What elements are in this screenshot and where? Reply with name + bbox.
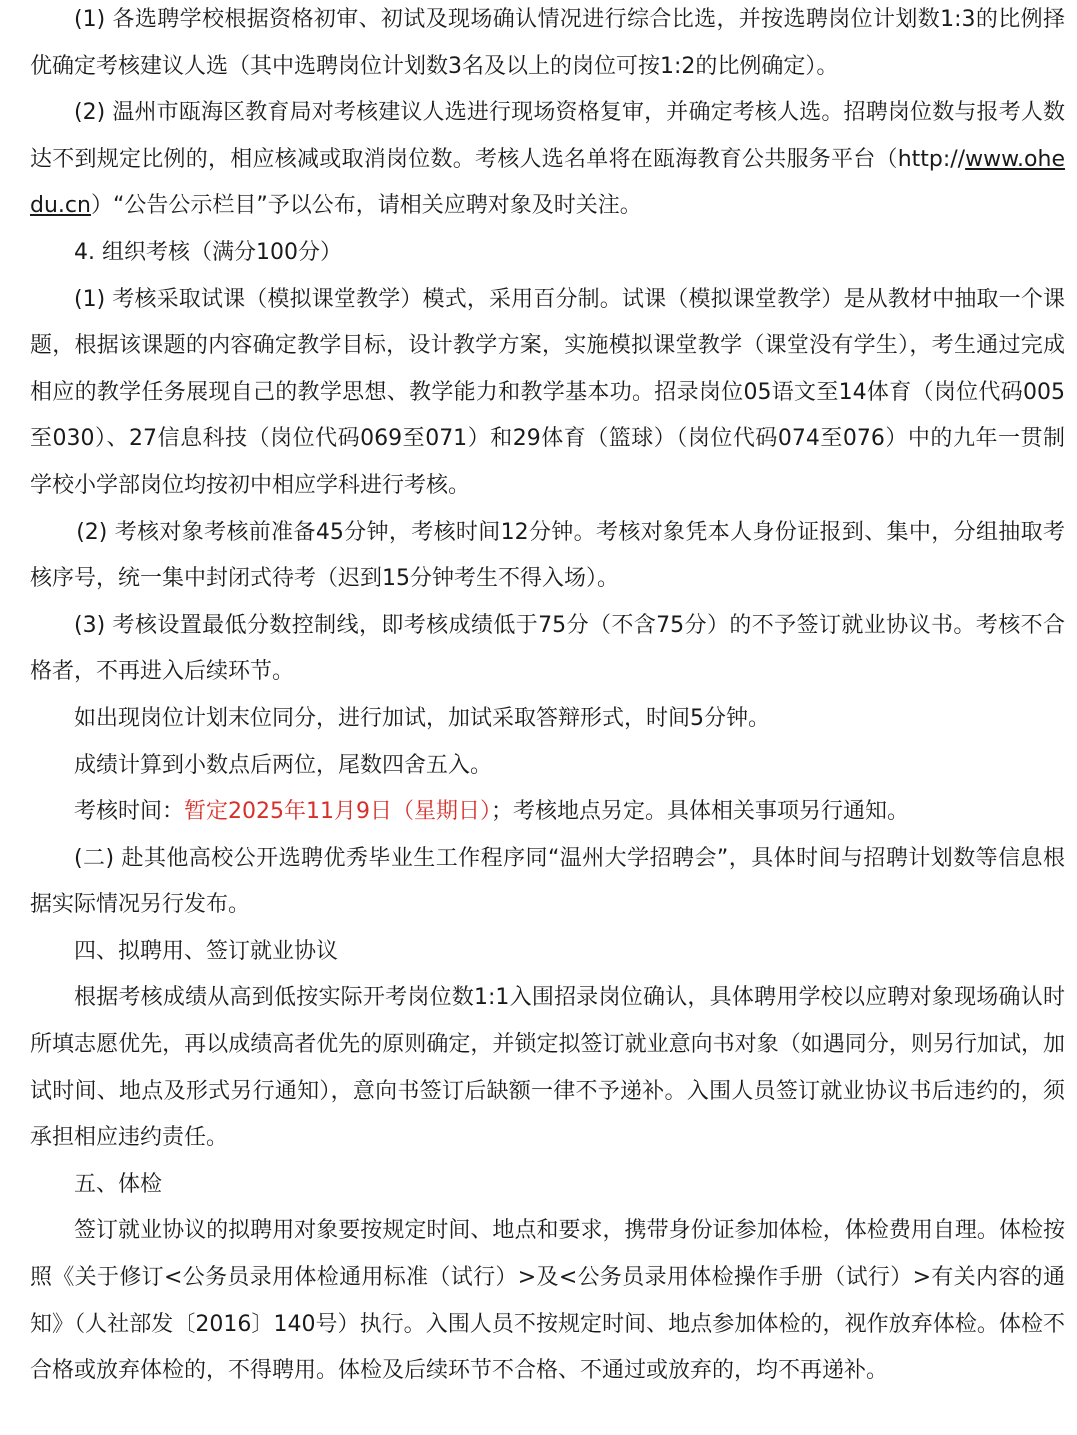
paragraph-score-rounding: 成绩计算到小数点后两位，尾数四舍五入。: [74, 752, 493, 778]
paragraph-qualification-review: [30, 90, 1065, 230]
paragraph-other-universities: (二) 赴其他高校公开选聘优秀毕业生工作程序同“温州大学招聘会”，具体时间与招聘计划数等信息根据实际情况另行发布。: [30, 845, 1065, 918]
paragraph-physical-exam: 签订就业协议的拟聘用对象要按规定时间、地点和要求，携带身份证参加体检，体检费用自理。体检按照《关于修订<公务员录用体检通用标准（试行）>及<公务员录用体检操作手册（试行）>有关内容的通知》（人社部发〔2016〕140号）执行。入围人员不按规定时间、地点参加体检的，视作放弃体检。体检不合格或放弃体检的，不得聘用。体检及后续环节不合格、不通过或放弃的，均不再递补。: [30, 1218, 1065, 1384]
paragraph-hiring-agreement: 根据考核成绩从高到低按实际开考岗位数1:1入围招录岗位确认，具体聘用学校以应聘对象现场确认时所填志愿优先，再以成绩高者优先的原则确定，并锁定拟签订就业意向书对象（如遇同分，则另行加试，加试时间、地点及形式另行通知），意向书签订后缺额一律不予递补。入围人员签订就业协议书后违约的，须承担相应违约责任。: [30, 985, 1065, 1151]
heading-organize-assessment: 4. 组织考核（满分100分）: [74, 239, 342, 265]
review-text: (2) 温州市瓯海区教育局对考核建议人选进行现场资格复审，并确定考核人选。招聘岗位数与报考人数达不到规定比例的，相应核减或取消岗位数。考核人选名单将在瓯海教育公共服务平台（http://: [30, 100, 1065, 172]
ohedu-link[interactable]: www.ohedu.cn: [30, 146, 1065, 219]
review-text-end: ）“公告公示栏目”予以公布，请相关应聘对象及时关注。: [90, 193, 642, 219]
paragraph-trial-lesson: (1) 考核采取试课（模拟课堂教学）模式，采用百分制。试课（模拟课堂教学）是从教材中抽取一个课题，根据该课题的内容确定教学目标，设计教学方案，实施模拟课堂教学（课堂没有学生），考生通过完成相应的教学任务展现自己的教学思想、教学能力和教学基本功。招录岗位05语文至14体育（岗位代码005至030）、27信息科技（岗位代码069至071）和29体育（篮球）（岗位代码074至076）中的九年一贯制学校小学部岗位均按初中相应学科进行考核。: [30, 286, 1065, 498]
assessment-date-label: 考核时间：: [74, 799, 185, 825]
heading-section-four: 四、拟聘用、签订就业协议: [74, 938, 339, 964]
paragraph-assessment-date: [30, 789, 1065, 836]
paragraph-minimum-score: (3) 考核设置最低分数控制线，即考核成绩低于75分（不含75分）的不予签订就业协议书。考核不合格者，不再进入后续环节。: [30, 612, 1065, 685]
heading-section-five: 五、体检: [74, 1171, 163, 1197]
paragraph-assessment-time: (2) 考核对象考核前准备45分钟，考核时间12分钟。考核对象凭本人身份证报到、集中，分组抽取考核序号，统一集中封闭式待考（迟到15分钟考生不得入场）。: [30, 519, 1065, 592]
paragraph-selection-ratio: (1) 各选聘学校根据资格初审、初试及现场确认情况进行综合比选，并按选聘岗位计划数1:3的比例择优确定考核建议人选（其中选聘岗位计划数3名及以上的岗位可按1:2的比例确定）。: [30, 7, 1065, 79]
assessment-date-rest: ；考核地点另定。具体相关事项另行通知。: [491, 799, 910, 825]
assessment-date-highlight: 暂定2025年11月9日（星期日）: [184, 799, 491, 825]
document-content: [30, 0, 1065, 1395]
paragraph-tie-break: 如出现岗位计划末位同分，进行加试，加试采取答辩形式，时间5分钟。: [74, 705, 770, 731]
